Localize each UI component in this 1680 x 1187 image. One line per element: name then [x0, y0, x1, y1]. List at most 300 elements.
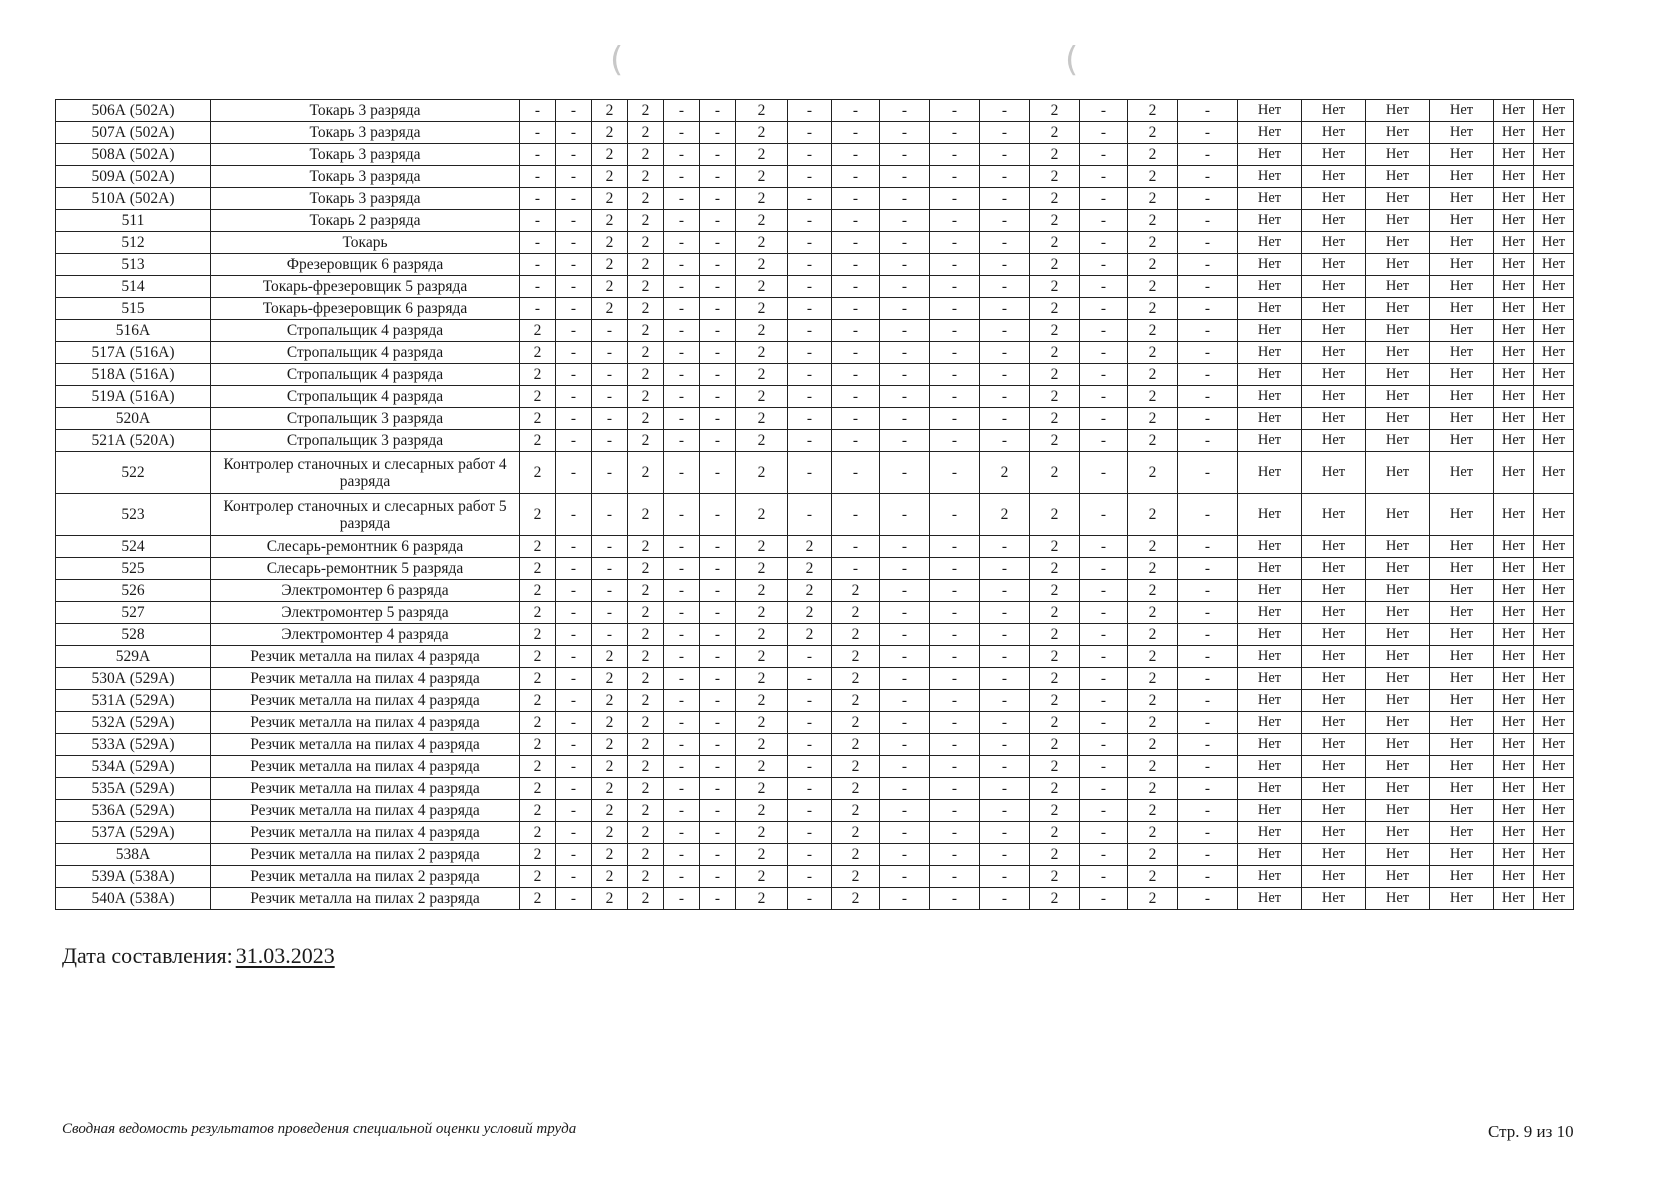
- factor-class-cell: -: [930, 888, 980, 910]
- flag-cell: Нет: [1238, 580, 1302, 602]
- flag-cell: Нет: [1494, 712, 1534, 734]
- factor-class-cell: -: [556, 254, 592, 276]
- factor-class-cell: -: [980, 536, 1030, 558]
- flag-cell: Нет: [1534, 188, 1574, 210]
- factor-class-cell: 2: [520, 494, 556, 536]
- factor-class-cell: -: [1080, 144, 1128, 166]
- flag-cell: Нет: [1494, 756, 1534, 778]
- table-row: [56, 778, 1574, 800]
- factor-class-cell: 2: [832, 580, 880, 602]
- factor-class-cell: 2: [520, 624, 556, 646]
- factor-class-cell: 2: [736, 452, 788, 494]
- factor-class-cell: 2: [628, 254, 664, 276]
- flag-cell: Нет: [1430, 668, 1494, 690]
- factor-class-cell: 2: [1030, 734, 1080, 756]
- factor-class-cell: -: [592, 580, 628, 602]
- factor-class-cell: 2: [736, 386, 788, 408]
- factor-class-cell: -: [592, 320, 628, 342]
- factor-class-cell: -: [980, 232, 1030, 254]
- factor-class-cell: 2: [628, 298, 664, 320]
- factor-class-cell: 2: [592, 888, 628, 910]
- factor-class-cell: -: [520, 298, 556, 320]
- flag-cell: Нет: [1430, 144, 1494, 166]
- workplace-id-cell: 539А (538А): [56, 866, 211, 888]
- flag-cell: Нет: [1430, 712, 1494, 734]
- factor-class-cell: -: [930, 756, 980, 778]
- factor-class-cell: -: [664, 624, 700, 646]
- factor-class-cell: -: [700, 232, 736, 254]
- factor-class-cell: 2: [1030, 144, 1080, 166]
- factor-class-cell: -: [880, 386, 930, 408]
- flag-cell: Нет: [1534, 690, 1574, 712]
- factor-class-cell: 2: [628, 624, 664, 646]
- factor-class-cell: 2: [520, 646, 556, 668]
- position-name-cell: Контролер станочных и слесарных работ 5 разряда: [211, 494, 520, 536]
- factor-class-cell: -: [880, 232, 930, 254]
- factor-class-cell: -: [1178, 624, 1238, 646]
- workplace-id-cell: 507А (502А): [56, 122, 211, 144]
- factor-class-cell: -: [980, 624, 1030, 646]
- flag-cell: Нет: [1302, 232, 1366, 254]
- table-row: [56, 408, 1574, 430]
- factor-class-cell: -: [1080, 232, 1128, 254]
- flag-cell: Нет: [1302, 342, 1366, 364]
- factor-class-cell: 2: [592, 800, 628, 822]
- factor-class-cell: -: [930, 778, 980, 800]
- flag-cell: Нет: [1238, 100, 1302, 122]
- factor-class-cell: -: [1178, 558, 1238, 580]
- factor-class-cell: 2: [520, 320, 556, 342]
- factor-class-cell: -: [880, 822, 930, 844]
- factor-class-cell: -: [592, 624, 628, 646]
- factor-class-cell: -: [880, 844, 930, 866]
- flag-cell: Нет: [1302, 298, 1366, 320]
- factor-class-cell: 2: [628, 844, 664, 866]
- factor-class-cell: -: [556, 646, 592, 668]
- factor-class-cell: 2: [1030, 844, 1080, 866]
- factor-class-cell: -: [1080, 800, 1128, 822]
- factor-class-cell: -: [520, 100, 556, 122]
- flag-cell: Нет: [1430, 210, 1494, 232]
- factor-class-cell: -: [788, 734, 832, 756]
- flag-cell: Нет: [1534, 888, 1574, 910]
- factor-class-cell: 2: [1128, 100, 1178, 122]
- factor-class-cell: -: [556, 822, 592, 844]
- table-row: [56, 866, 1574, 888]
- table-row: [56, 734, 1574, 756]
- factor-class-cell: 2: [1030, 602, 1080, 624]
- factor-class-cell: -: [556, 276, 592, 298]
- factor-class-cell: -: [788, 844, 832, 866]
- factor-class-cell: -: [880, 452, 930, 494]
- factor-class-cell: -: [664, 320, 700, 342]
- position-name-cell: Электромонтер 4 разряда: [211, 624, 520, 646]
- flag-cell: Нет: [1534, 166, 1574, 188]
- factor-class-cell: -: [1080, 756, 1128, 778]
- factor-class-cell: -: [980, 276, 1030, 298]
- factor-class-cell: -: [592, 364, 628, 386]
- table-row: [56, 320, 1574, 342]
- flag-cell: Нет: [1494, 144, 1534, 166]
- table-row: [56, 210, 1574, 232]
- factor-class-cell: 2: [1128, 408, 1178, 430]
- workplace-id-cell: 531А (529А): [56, 690, 211, 712]
- factor-class-cell: -: [788, 778, 832, 800]
- table-row: [56, 712, 1574, 734]
- workplace-id-cell: 508А (502А): [56, 144, 211, 166]
- factor-class-cell: 2: [628, 580, 664, 602]
- position-name-cell: Электромонтер 6 разряда: [211, 580, 520, 602]
- factor-class-cell: 2: [832, 690, 880, 712]
- table-row: [56, 690, 1574, 712]
- factor-class-cell: -: [520, 254, 556, 276]
- flag-cell: Нет: [1366, 866, 1430, 888]
- factor-class-cell: 2: [736, 100, 788, 122]
- factor-class-cell: 2: [1030, 558, 1080, 580]
- flag-cell: Нет: [1366, 276, 1430, 298]
- flag-cell: Нет: [1238, 624, 1302, 646]
- factor-class-cell: -: [788, 188, 832, 210]
- factor-class-cell: -: [556, 494, 592, 536]
- factor-class-cell: 2: [628, 386, 664, 408]
- factor-class-cell: -: [664, 580, 700, 602]
- factor-class-cell: -: [1178, 276, 1238, 298]
- factor-class-cell: -: [788, 866, 832, 888]
- factor-class-cell: -: [980, 844, 1030, 866]
- factor-class-cell: -: [664, 888, 700, 910]
- factor-class-cell: -: [700, 690, 736, 712]
- flag-cell: Нет: [1430, 646, 1494, 668]
- factor-class-cell: 2: [736, 144, 788, 166]
- flag-cell: Нет: [1494, 320, 1534, 342]
- flag-cell: Нет: [1534, 100, 1574, 122]
- factor-class-cell: -: [1080, 254, 1128, 276]
- factor-class-cell: 2: [592, 822, 628, 844]
- factor-class-cell: -: [930, 668, 980, 690]
- flag-cell: Нет: [1366, 646, 1430, 668]
- flag-cell: Нет: [1302, 756, 1366, 778]
- flag-cell: Нет: [1534, 386, 1574, 408]
- position-name-cell: Фрезеровщик 6 разряда: [211, 254, 520, 276]
- factor-class-cell: 2: [592, 844, 628, 866]
- factor-class-cell: -: [788, 210, 832, 232]
- flag-cell: Нет: [1302, 494, 1366, 536]
- factor-class-cell: -: [1080, 712, 1128, 734]
- position-name-cell: Слесарь-ремонтник 6 разряда: [211, 536, 520, 558]
- factor-class-cell: -: [700, 888, 736, 910]
- factor-class-cell: -: [664, 188, 700, 210]
- factor-class-cell: -: [788, 690, 832, 712]
- factor-class-cell: -: [556, 888, 592, 910]
- factor-class-cell: -: [788, 232, 832, 254]
- flag-cell: Нет: [1534, 430, 1574, 452]
- factor-class-cell: -: [556, 580, 592, 602]
- factor-class-cell: -: [930, 342, 980, 364]
- factor-class-cell: -: [880, 646, 930, 668]
- factor-class-cell: -: [930, 536, 980, 558]
- factor-class-cell: -: [700, 254, 736, 276]
- flag-cell: Нет: [1494, 452, 1534, 494]
- factor-class-cell: -: [664, 734, 700, 756]
- factor-class-cell: -: [664, 800, 700, 822]
- punch-hole-mark-left: (: [610, 40, 624, 80]
- workplace-id-cell: 506А (502А): [56, 100, 211, 122]
- factor-class-cell: -: [788, 166, 832, 188]
- factor-class-cell: -: [664, 690, 700, 712]
- position-name-cell: Стропальщик 4 разряда: [211, 342, 520, 364]
- flag-cell: Нет: [1534, 822, 1574, 844]
- factor-class-cell: -: [700, 580, 736, 602]
- factor-class-cell: -: [700, 320, 736, 342]
- factor-class-cell: -: [664, 342, 700, 364]
- factor-class-cell: 2: [628, 232, 664, 254]
- factor-class-cell: -: [1080, 888, 1128, 910]
- position-name-cell: Резчик металла на пилах 4 разряда: [211, 756, 520, 778]
- position-name-cell: Контролер станочных и слесарных работ 4 разряда: [211, 452, 520, 494]
- workplace-id-cell: 520А: [56, 408, 211, 430]
- position-name-cell: Стропальщик 4 разряда: [211, 320, 520, 342]
- flag-cell: Нет: [1430, 408, 1494, 430]
- factor-class-cell: 2: [592, 276, 628, 298]
- factor-class-cell: 2: [1128, 342, 1178, 364]
- factor-class-cell: -: [930, 210, 980, 232]
- factor-class-cell: -: [788, 494, 832, 536]
- factor-class-cell: -: [980, 734, 1030, 756]
- position-name-cell: Стропальщик 4 разряда: [211, 364, 520, 386]
- factor-class-cell: 2: [736, 122, 788, 144]
- flag-cell: Нет: [1430, 232, 1494, 254]
- position-name-cell: Стропальщик 3 разряда: [211, 408, 520, 430]
- factor-class-cell: -: [1178, 298, 1238, 320]
- flag-cell: Нет: [1494, 298, 1534, 320]
- factor-class-cell: 2: [832, 602, 880, 624]
- factor-class-cell: -: [592, 558, 628, 580]
- factor-class-cell: -: [980, 210, 1030, 232]
- flag-cell: Нет: [1238, 232, 1302, 254]
- flag-cell: Нет: [1302, 364, 1366, 386]
- factor-class-cell: -: [880, 756, 930, 778]
- flag-cell: Нет: [1534, 602, 1574, 624]
- factor-class-cell: 2: [736, 320, 788, 342]
- flag-cell: Нет: [1302, 624, 1366, 646]
- factor-class-cell: 2: [1030, 536, 1080, 558]
- position-name-cell: Резчик металла на пилах 4 разряда: [211, 712, 520, 734]
- factor-class-cell: 2: [520, 822, 556, 844]
- factor-class-cell: 2: [832, 646, 880, 668]
- factor-class-cell: 2: [1128, 188, 1178, 210]
- factor-class-cell: -: [1178, 144, 1238, 166]
- flag-cell: Нет: [1366, 144, 1430, 166]
- flag-cell: Нет: [1430, 452, 1494, 494]
- flag-cell: Нет: [1302, 712, 1366, 734]
- factor-class-cell: 2: [736, 408, 788, 430]
- factor-class-cell: -: [880, 580, 930, 602]
- factor-class-cell: -: [930, 580, 980, 602]
- flag-cell: Нет: [1238, 602, 1302, 624]
- factor-class-cell: -: [664, 298, 700, 320]
- factor-class-cell: -: [1178, 734, 1238, 756]
- factor-class-cell: 2: [628, 778, 664, 800]
- flag-cell: Нет: [1494, 408, 1534, 430]
- factor-class-cell: -: [556, 558, 592, 580]
- factor-class-cell: -: [930, 188, 980, 210]
- workplace-id-cell: 533А (529А): [56, 734, 211, 756]
- factor-class-cell: -: [556, 100, 592, 122]
- factor-class-cell: -: [880, 166, 930, 188]
- factor-class-cell: 2: [1128, 210, 1178, 232]
- flag-cell: Нет: [1430, 122, 1494, 144]
- table-row: [56, 800, 1574, 822]
- factor-class-cell: -: [930, 122, 980, 144]
- factor-class-cell: -: [788, 254, 832, 276]
- factor-class-cell: 2: [628, 558, 664, 580]
- flag-cell: Нет: [1534, 866, 1574, 888]
- factor-class-cell: -: [664, 232, 700, 254]
- position-name-cell: Электромонтер 5 разряда: [211, 602, 520, 624]
- factor-class-cell: 2: [592, 144, 628, 166]
- flag-cell: Нет: [1238, 386, 1302, 408]
- factor-class-cell: -: [520, 232, 556, 254]
- factor-class-cell: -: [980, 580, 1030, 602]
- factor-class-cell: -: [556, 430, 592, 452]
- factor-class-cell: -: [556, 536, 592, 558]
- factor-class-cell: -: [1080, 100, 1128, 122]
- flag-cell: Нет: [1302, 734, 1366, 756]
- flag-cell: Нет: [1430, 254, 1494, 276]
- flag-cell: Нет: [1302, 580, 1366, 602]
- factor-class-cell: -: [1178, 188, 1238, 210]
- factor-class-cell: -: [930, 430, 980, 452]
- flag-cell: Нет: [1534, 844, 1574, 866]
- factor-class-cell: -: [930, 364, 980, 386]
- position-name-cell: Резчик металла на пилах 2 разряда: [211, 888, 520, 910]
- workplace-id-cell: 518А (516А): [56, 364, 211, 386]
- factor-class-cell: 2: [520, 536, 556, 558]
- factor-class-cell: 2: [1128, 668, 1178, 690]
- workplace-id-cell: 528: [56, 624, 211, 646]
- factor-class-cell: -: [1178, 580, 1238, 602]
- factor-class-cell: -: [980, 320, 1030, 342]
- factor-class-cell: -: [700, 712, 736, 734]
- factor-class-cell: -: [930, 844, 980, 866]
- factor-class-cell: -: [880, 430, 930, 452]
- factor-class-cell: -: [1178, 386, 1238, 408]
- factor-class-cell: -: [930, 232, 980, 254]
- flag-cell: Нет: [1494, 734, 1534, 756]
- factor-class-cell: 2: [1030, 430, 1080, 452]
- factor-class-cell: -: [556, 602, 592, 624]
- factor-class-cell: 2: [1128, 320, 1178, 342]
- factor-class-cell: 2: [1030, 166, 1080, 188]
- factor-class-cell: -: [880, 100, 930, 122]
- table-row: [56, 144, 1574, 166]
- factor-class-cell: 2: [1128, 602, 1178, 624]
- factor-class-cell: -: [930, 800, 980, 822]
- flag-cell: Нет: [1238, 800, 1302, 822]
- factor-class-cell: -: [880, 888, 930, 910]
- flag-cell: Нет: [1238, 122, 1302, 144]
- factor-class-cell: -: [832, 100, 880, 122]
- flag-cell: Нет: [1494, 778, 1534, 800]
- flag-cell: Нет: [1494, 342, 1534, 364]
- factor-class-cell: -: [556, 364, 592, 386]
- flag-cell: Нет: [1238, 822, 1302, 844]
- flag-cell: Нет: [1366, 888, 1430, 910]
- factor-class-cell: -: [930, 494, 980, 536]
- factor-class-cell: 2: [592, 298, 628, 320]
- factor-class-cell: -: [930, 144, 980, 166]
- flag-cell: Нет: [1302, 822, 1366, 844]
- factor-class-cell: -: [1178, 364, 1238, 386]
- factor-class-cell: -: [880, 866, 930, 888]
- flag-cell: Нет: [1302, 844, 1366, 866]
- factor-class-cell: -: [1178, 254, 1238, 276]
- factor-class-cell: -: [1080, 210, 1128, 232]
- factor-class-cell: -: [788, 668, 832, 690]
- factor-class-cell: -: [664, 558, 700, 580]
- factor-class-cell: -: [520, 166, 556, 188]
- factor-class-cell: -: [788, 430, 832, 452]
- flag-cell: Нет: [1302, 558, 1366, 580]
- factor-class-cell: 2: [1030, 298, 1080, 320]
- factor-class-cell: 2: [628, 800, 664, 822]
- factor-class-cell: 2: [1128, 712, 1178, 734]
- factor-class-cell: 2: [628, 690, 664, 712]
- factor-class-cell: -: [1178, 712, 1238, 734]
- table-row: [56, 342, 1574, 364]
- factor-class-cell: -: [930, 386, 980, 408]
- factor-class-cell: 2: [592, 210, 628, 232]
- factor-class-cell: -: [980, 558, 1030, 580]
- factor-class-cell: -: [880, 712, 930, 734]
- workplace-id-cell: 523: [56, 494, 211, 536]
- flag-cell: Нет: [1430, 800, 1494, 822]
- factor-class-cell: 2: [592, 100, 628, 122]
- table-row: [56, 452, 1574, 494]
- factor-class-cell: -: [980, 668, 1030, 690]
- flag-cell: Нет: [1238, 734, 1302, 756]
- factor-class-cell: -: [980, 342, 1030, 364]
- factor-class-cell: -: [1178, 342, 1238, 364]
- workplace-id-cell: 529А: [56, 646, 211, 668]
- flag-cell: Нет: [1302, 866, 1366, 888]
- table-row: [56, 122, 1574, 144]
- flag-cell: Нет: [1534, 756, 1574, 778]
- flag-cell: Нет: [1366, 494, 1430, 536]
- factor-class-cell: 2: [628, 866, 664, 888]
- factor-class-cell: 2: [520, 844, 556, 866]
- factor-class-cell: -: [980, 430, 1030, 452]
- flag-cell: Нет: [1366, 734, 1430, 756]
- flag-cell: Нет: [1238, 254, 1302, 276]
- factor-class-cell: -: [556, 342, 592, 364]
- factor-class-cell: 2: [736, 298, 788, 320]
- workplace-id-cell: 527: [56, 602, 211, 624]
- factor-class-cell: -: [1080, 166, 1128, 188]
- factor-class-cell: 2: [520, 778, 556, 800]
- table-row: [56, 494, 1574, 536]
- flag-cell: Нет: [1430, 364, 1494, 386]
- factor-class-cell: -: [592, 342, 628, 364]
- factor-class-cell: 2: [736, 800, 788, 822]
- table-row: [56, 188, 1574, 210]
- factor-class-cell: -: [1178, 320, 1238, 342]
- table-row: [56, 558, 1574, 580]
- factor-class-cell: -: [788, 364, 832, 386]
- factor-class-cell: 2: [1128, 690, 1178, 712]
- factor-class-cell: -: [980, 800, 1030, 822]
- flag-cell: Нет: [1534, 254, 1574, 276]
